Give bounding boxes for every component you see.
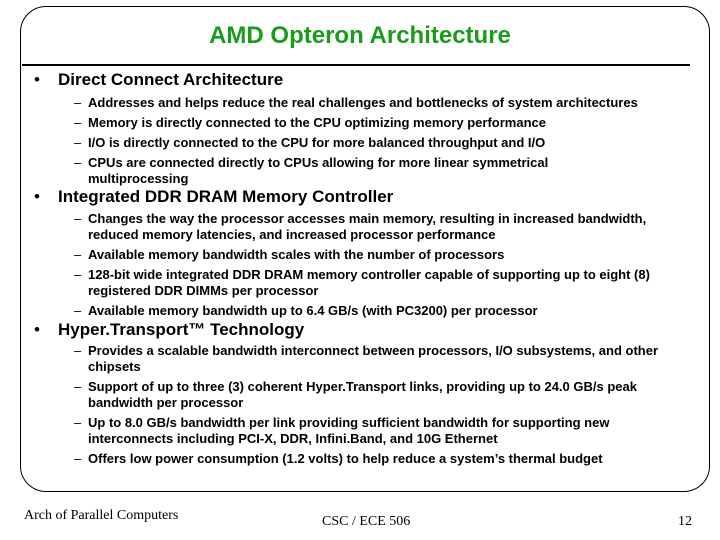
bullet-memory-controller	[34, 187, 393, 207]
sub-item-text: Provides a scalable bandwidth interconnect between processors, I/O subsystems, and other chipsets	[88, 343, 659, 374]
footer-course-code: CSC / ECE 506	[322, 514, 411, 529]
dash-icon: –	[74, 267, 82, 282]
dash-icon: –	[74, 343, 82, 358]
title-divider	[22, 64, 690, 66]
sub-item	[74, 115, 694, 131]
bullet-dot-icon: •	[34, 320, 40, 339]
bullet-dot-icon: •	[34, 187, 40, 206]
sub-item	[74, 95, 694, 111]
sub-item	[74, 303, 694, 319]
sub-item	[74, 211, 694, 243]
sub-item	[74, 451, 694, 467]
sub-item-text: Available memory bandwidth up to 6.4 GB/s (with PC3200) per processor	[88, 303, 538, 318]
bullet-direct-connect	[34, 70, 283, 90]
sub-item-text: Changes the way the processor accesses main memory, resulting in increased bandwidth, reduced memory latencies, and increased processor performance	[88, 211, 647, 242]
bullet-heading: Direct Connect Architecture	[58, 70, 284, 89]
sub-item-text: Addresses and helps reduce the real challenges and bottlenecks of system architectures	[88, 95, 638, 110]
footer-page-number: 12	[678, 514, 692, 529]
dash-icon: –	[74, 451, 82, 466]
dash-icon: –	[74, 247, 82, 262]
sub-item-text: CPUs are connected directly to CPUs allowing for more linear symmetrical multiprocessing	[88, 155, 549, 186]
sub-item	[74, 379, 694, 411]
sub-item-text: Available memory bandwidth scales with the number of processors	[88, 247, 505, 262]
dash-icon: –	[74, 211, 82, 226]
dash-icon: –	[74, 415, 82, 430]
bullet-dot-icon: •	[34, 70, 40, 89]
dash-icon: –	[74, 135, 82, 150]
dash-icon: –	[74, 155, 82, 170]
sub-item-text: Up to 8.0 GB/s bandwidth per link providing sufficient bandwidth for supporting new interconnects including PCI-X, DDR, Infini.Band, and 10G Ethernet	[88, 415, 610, 446]
dash-icon: –	[74, 303, 82, 318]
dash-icon: –	[74, 95, 82, 110]
sub-item-text: Memory is directly connected to the CPU optimizing memory performance	[88, 115, 546, 130]
dash-icon: –	[74, 115, 82, 130]
slide-title: AMD Opteron Architecture	[209, 22, 511, 49]
footer-course-title: Arch of Parallel Computers	[24, 508, 179, 523]
bullet-heading: Hyper.Transport™ Technology	[58, 320, 305, 339]
sub-item	[74, 343, 694, 375]
sub-item-text: Offers low power consumption (1.2 volts) to help reduce a system’s thermal budget	[88, 451, 603, 466]
dash-icon: –	[74, 379, 82, 394]
sub-item	[74, 247, 694, 263]
sub-item	[74, 415, 694, 447]
bullet-heading: Integrated DDR DRAM Memory Controller	[58, 187, 394, 206]
sub-item-text: Support of up to three (3) coherent Hyper.Transport links, providing up to 24.0 GB/s peak bandwidth per processor	[88, 379, 637, 410]
sub-item	[74, 135, 694, 151]
bullet-hypertransport	[34, 320, 304, 340]
sub-item	[74, 267, 694, 299]
sub-item-text: 128-bit wide integrated DDR DRAM memory controller capable of supporting up to eight (8) registered DDR DIMMs per processor	[88, 267, 650, 298]
sub-item	[74, 155, 594, 187]
sub-item-text: I/O is directly connected to the CPU for more balanced throughput and I/O	[88, 135, 546, 150]
